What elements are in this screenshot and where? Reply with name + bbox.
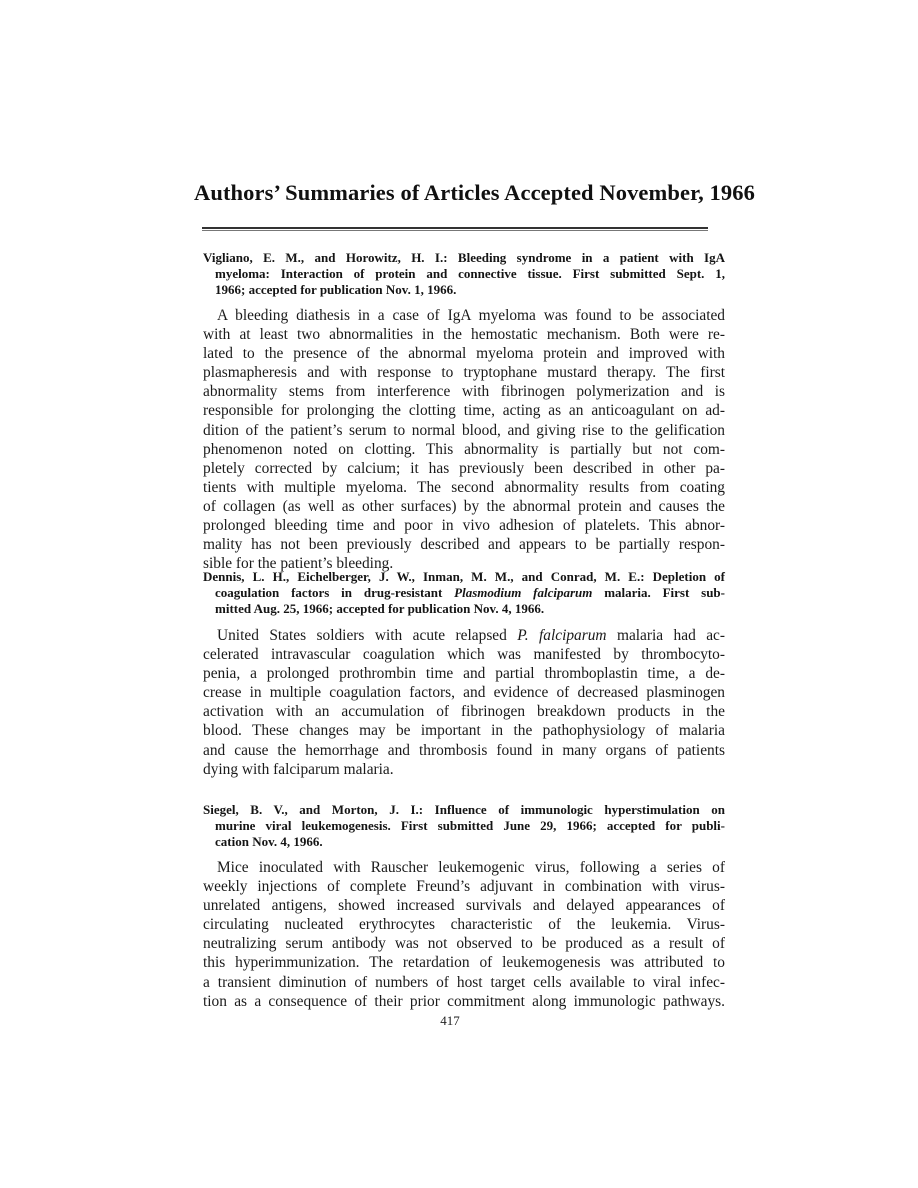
abstract-line: lated to the presence of the abnormal myeloma protein and improved with xyxy=(203,345,725,363)
abstract-line: dying with falciparum malaria. xyxy=(203,760,394,778)
abstract-line: tion as a consequence of their prior commitment along immunologic pathways. xyxy=(203,992,725,1010)
abstract-line: of collagen (as well as other surfaces) by the abnormal protein and causes the xyxy=(203,497,725,515)
citation-line: cation Nov. 4, 1966. xyxy=(215,834,323,849)
article-1 xyxy=(203,250,725,298)
citation-line: Siegel, B. V., and Morton, J. I.: Influence of immunologic hyperstimulation on xyxy=(203,802,725,817)
citation-line: myeloma: Interaction of protein and connective tissue. First submitted Sept. 1, xyxy=(215,266,725,281)
abstract-line: neutralizing serum antibody was not observed to be produced as a result of xyxy=(203,935,725,953)
abstract-line: sible for the patient’s bleeding. xyxy=(203,555,394,573)
article-2-citation xyxy=(203,569,725,617)
citation-line: Vigliano, E. M., and Horowitz, H. I.: Bleeding syndrome in a patient with IgA xyxy=(203,250,725,265)
article-1-abstract xyxy=(203,306,725,573)
page-number: 417 xyxy=(440,1013,460,1028)
abstract-line: prolonged bleeding time and poor in vivo adhesion of platelets. This abnor- xyxy=(203,517,725,535)
abstract-line: phenomenon noted on clotting. This abnormality is partially but not com- xyxy=(203,440,725,458)
abstract-line: abnormality stems from interference with fibrinogen polymerization and is xyxy=(203,383,725,401)
abstract-line: Mice inoculated with Rauscher leukemogenic virus, following a series of xyxy=(217,859,725,876)
article-3-abstract xyxy=(203,858,725,1011)
article-3 xyxy=(203,802,725,850)
article-3-citation xyxy=(203,802,725,850)
page-title: Authors’ Summaries of Articles Accepted November, 1966 xyxy=(194,180,755,205)
title-rule-shadow xyxy=(202,230,708,231)
abstract-line: blood. These changes may be important in the pathophysiology of malaria xyxy=(203,722,725,740)
abstract-line: responsible for prolonging the clotting time, acting as an anticoagulant on ad- xyxy=(203,402,725,420)
abstract-line: and cause the hemorrhage and thrombosis found in many organs of patients xyxy=(203,741,725,759)
abstract-line: a transient diminution of numbers of host target cells available to viral infec- xyxy=(203,973,725,991)
abstract-line: weekly injections of complete Freund’s adjuvant in combination with virus- xyxy=(203,878,725,896)
abstract-line: pletely corrected by calcium; it has previously been described in other pa- xyxy=(203,459,725,477)
abstract-line: penia, a prolonged prothrombin time and partial thromboplastin time, a de- xyxy=(203,665,725,683)
abstract-line: this hyperimmunization. The retardation of leukemogenesis was attributed to xyxy=(203,954,725,972)
abstract-line: mality has not been previously described and appears to be partially respon- xyxy=(203,536,725,554)
citation-line: coagulation factors in drug-resistant Plasmodium falciparum malaria. First sub- xyxy=(215,585,725,600)
citation-line: murine viral leukemogenesis. First submitted June 29, 1966; accepted for publi- xyxy=(215,818,725,833)
abstract-line: unrelated antigens, showed increased survivals and delayed appearances of xyxy=(203,897,725,915)
abstract-line: crease in multiple coagulation factors, and evidence of decreased plasminogen xyxy=(203,684,725,702)
article-2 xyxy=(203,569,725,617)
abstract-line: celerated intravascular coagulation which was manifested by thrombocyto- xyxy=(203,646,725,664)
species-name: Plasmodium falciparum xyxy=(454,585,593,600)
abstract-line: dition of the patient’s serum to normal blood, and giving rise to the gelification xyxy=(203,421,725,439)
citation-line: mitted Aug. 25, 1966; accepted for publication Nov. 4, 1966. xyxy=(215,601,545,616)
abstract-line: activation with an accumulation of fibrinogen breakdown products in the xyxy=(203,703,725,721)
abstract-line: plasmapheresis and with response to tryptophane mustard therapy. The first xyxy=(203,364,725,382)
abstract-line: circulating nucleated erythrocytes characteristic of the leukemia. Virus- xyxy=(203,916,725,934)
article-2-abstract xyxy=(203,626,725,779)
citation-line: Dennis, L. H., Eichelberger, J. W., Inman, M. M., and Conrad, M. E.: Depletion of xyxy=(203,569,725,584)
abstract-line: with at least two abnormalities in the hemostatic mechanism. Both were re- xyxy=(203,326,725,344)
citation-line: 1966; accepted for publication Nov. 1, 1966. xyxy=(215,282,457,297)
abstract-line: tients with multiple myeloma. The second abnormality results from coating xyxy=(203,478,725,496)
abstract-line: A bleeding diathesis in a case of IgA myeloma was found to be associated xyxy=(217,307,725,324)
abstract-line: United States soldiers with acute relapsed P. falciparum malaria had ac- xyxy=(217,627,726,644)
species-name: P. falciparum xyxy=(517,627,607,644)
article-1-citation xyxy=(203,250,725,298)
